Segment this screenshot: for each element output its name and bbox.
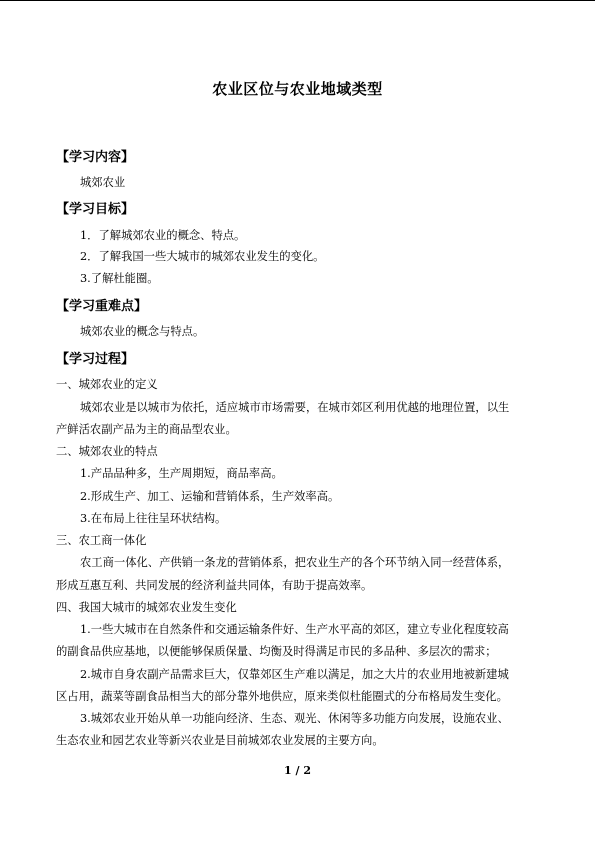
section-heading-goals: 【学习目标】 xyxy=(56,202,135,217)
paragraph-line: 产鲜活农副产品为主的商品型农业。 xyxy=(56,423,237,436)
list-item: 1.产品品种多，生产周期短，商品率高。 xyxy=(80,467,283,480)
section-heading-process: 【学习过程】 xyxy=(56,352,135,367)
paragraph-line: 2.城市自身农副产品需求巨大，仅靠郊区生产难以满足，加之大片的农业用地被新建城 xyxy=(80,668,509,681)
list-item: 3.在布局上往往呈环状结构。 xyxy=(80,512,227,525)
paragraph-line: 生态农业和园艺农业等新兴农业是目前城郊农业发展的主要方向。 xyxy=(56,734,384,747)
subsection-title: 二、城郊农业的特点 xyxy=(56,445,158,458)
goal-item: 1．了解城郊农业的概念、特点。 xyxy=(80,229,246,242)
paragraph-line: 1.一些大城市在自然条件和交通运输条件好、生产水平高的郊区，建立专业化程度较高 xyxy=(80,623,509,636)
subsection-title: 一、城郊农业的定义 xyxy=(56,378,158,391)
paragraph-line: 农工商一体化、产供销一条龙的营销体系，把农业生产的各个环节纳入同一经营体系， xyxy=(80,556,510,569)
goal-item: 3.了解杜能圈。 xyxy=(80,272,159,285)
content-text: 城郊农业 xyxy=(80,176,126,189)
section-heading-key-points: 【学习重难点】 xyxy=(56,299,148,314)
goal-item: 2．了解我国一些大城市的城郊农业发生的变化。 xyxy=(80,250,325,263)
paragraph-line: 的副食品供应基地，以便能够保质保量、均衡及时得满足市民的多品种、多层次的需求； xyxy=(56,645,497,658)
subsection-title: 四、我国大城市的城郊农业发生变化 xyxy=(56,601,237,614)
section-heading-content: 【学习内容】 xyxy=(56,150,135,165)
paragraph-line: 区占用，蔬菜等副食品相当大的部分靠外地供应，原来类似杜能圈式的分布格局发生变化。 xyxy=(56,690,508,703)
page-number: 1 / 2 xyxy=(284,764,311,777)
paragraph-line: 形成互惠互利、共同发展的经济利益共同体，有助于提高效率。 xyxy=(56,579,373,592)
document-title: 农业区位与农业地域类型 xyxy=(212,80,383,98)
paragraph-line: 3.城郊农业开始从单一功能向经济、生态、观光、休闲等多功能方向发展，设施农业、 xyxy=(80,712,509,725)
key-points-text: 城郊农业的概念与特点。 xyxy=(80,325,205,338)
subsection-title: 三、农工商一体化 xyxy=(56,534,147,547)
page-top-border xyxy=(0,0,595,1)
list-item: 2.形成生产、加工、运输和营销体系，生产效率高。 xyxy=(80,490,340,503)
paragraph-line: 城郊农业是以城市为依托，适应城市市场需要，在城市郊区利用优越的地理位置，以生 xyxy=(80,401,510,414)
